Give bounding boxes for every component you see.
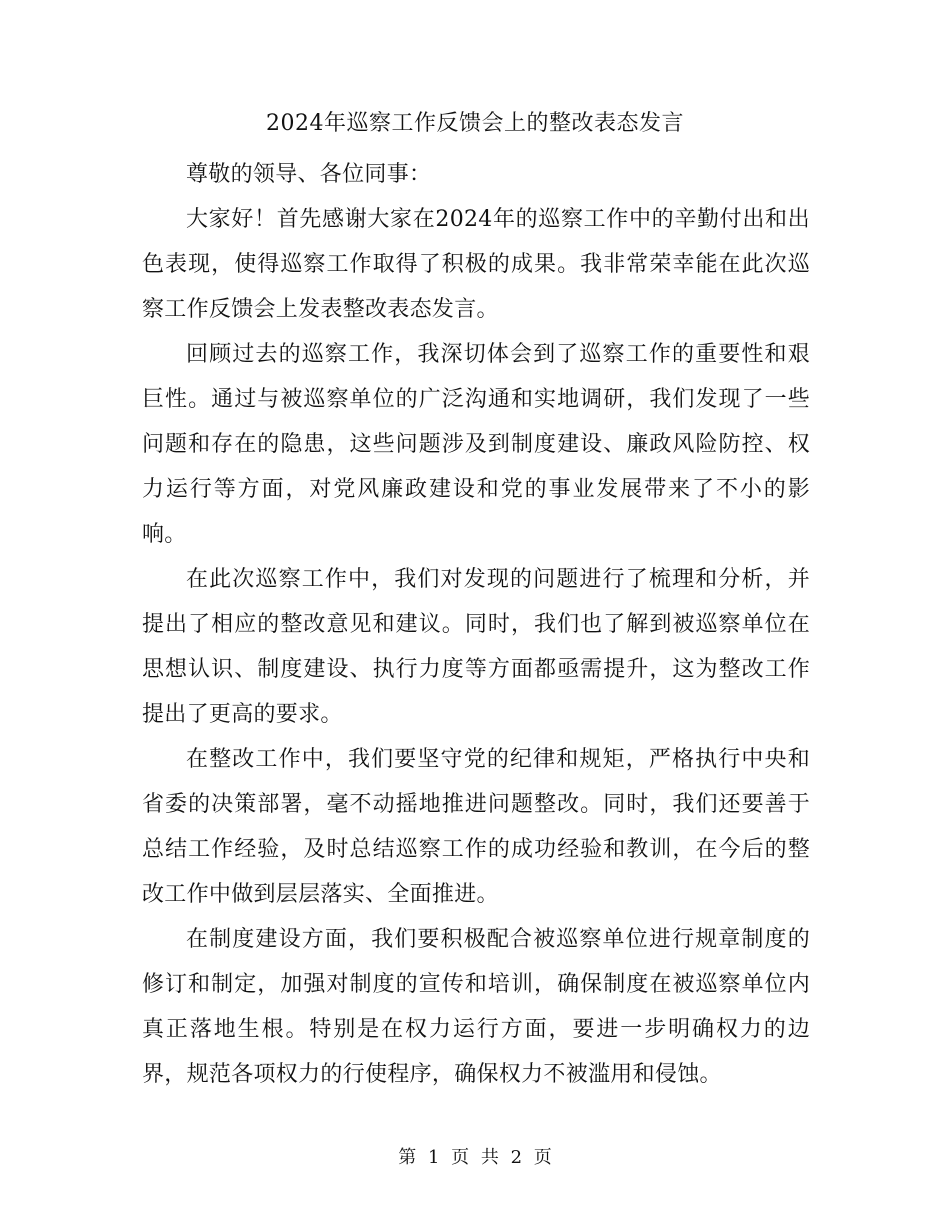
body-paragraph-1: 大家好！首先感谢大家在2024年的巡察工作中的辛勤付出和出色表现，使得巡察工作取得了积极的成果。我非常荣幸能在此次巡察工作反馈会上发表整改表态发言。 bbox=[142, 207, 810, 322]
body-paragraph-3: 在此次巡察工作中，我们对发现的问题进行了梳理和分析，并提出了相应的整改意见和建议。同时，我们也了解到被巡察单位在思想认识、制度建设、执行力度等方面都亟需提升，这为整改工作提出了更高的要求。 bbox=[142, 567, 810, 727]
body-paragraph-2: 回顾过去的巡察工作，我深切体会到了巡察工作的重要性和艰巨性。通过与被巡察单位的广泛沟通和实地调研，我们发现了一些问题和存在的隐患，这些问题涉及到制度建设、廉政风险防控、权力运行等方面，对党风廉政建设和党的事业发展带来了不小的影响。 bbox=[142, 342, 810, 547]
document-body bbox=[142, 152, 810, 1097]
document-title: 2024年巡察工作反馈会上的整改表态发言 bbox=[266, 111, 684, 136]
body-paragraph-5: 在制度建设方面，我们要积极配合被巡察单位进行规章制度的修订和制定，加强对制度的宣传和培训，确保制度在被巡察单位内真正落地生根。特别是在权力运行方面，要进一步明确权力的边界，规范各项权力的行使程序，确保权力不被滥用和侵蚀。 bbox=[142, 927, 810, 1087]
greeting-paragraph: 尊敬的领导、各位同事： bbox=[186, 162, 432, 187]
body-paragraph-4: 在整改工作中，我们要坚守党的纪律和规矩，严格执行中央和省委的决策部署，毫不动摇地推进问题整改。同时，我们还要善于总结工作经验，及时总结巡察工作的成功经验和教训，在今后的整改工作中做到层层落实、全面推进。 bbox=[142, 747, 810, 907]
page-number-footer: 第 1 页 共 2 页 bbox=[398, 1147, 552, 1168]
